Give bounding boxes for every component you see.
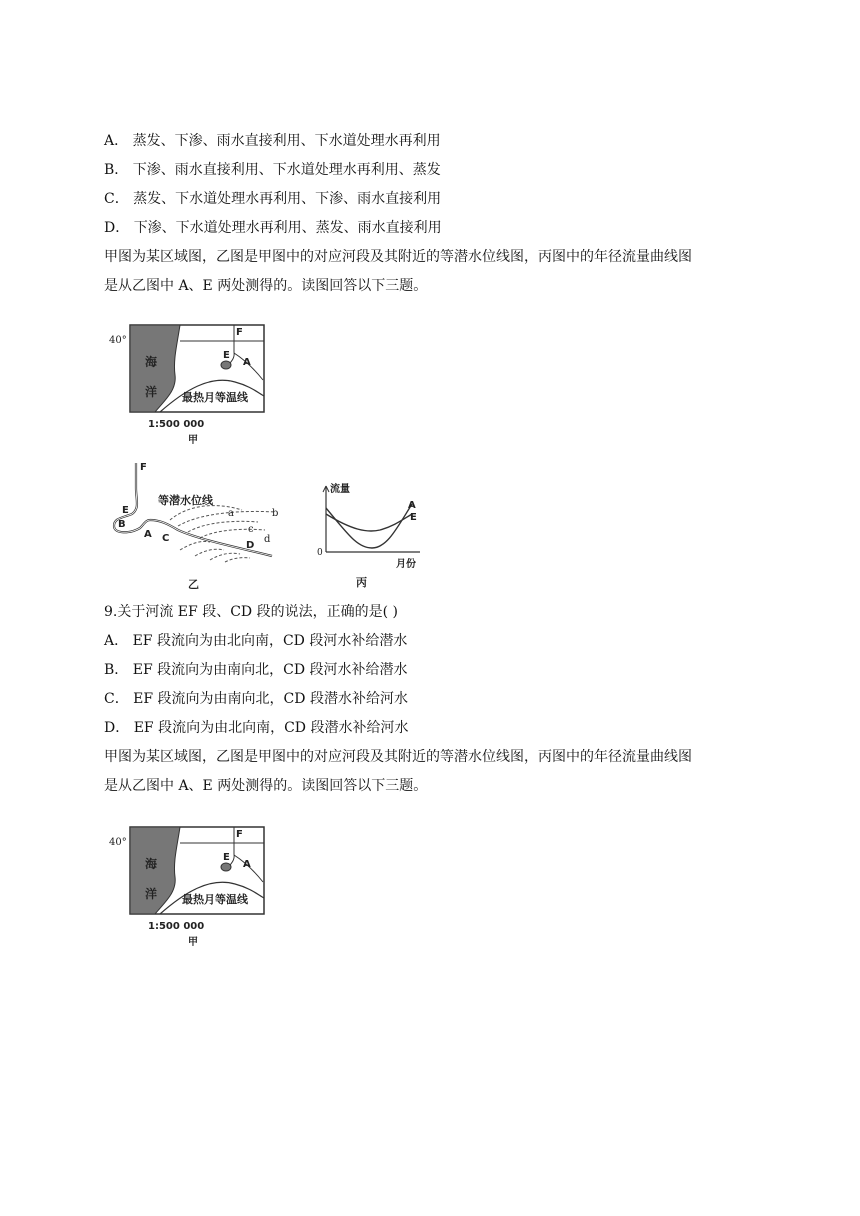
scale-label: 1:500 000	[148, 921, 205, 932]
figure-bing	[312, 478, 427, 593]
series-e-label: E	[410, 512, 417, 523]
q9-option-d	[104, 719, 408, 737]
option-text: EF 段流向为由南向北，CD 段河水补给潜水	[132, 662, 408, 678]
point-a-label: A	[243, 357, 251, 368]
figure-caption: 甲	[188, 435, 198, 445]
isotherm-label: 最热月等温线	[182, 893, 248, 906]
option-letter: D．	[104, 720, 130, 736]
isoline-label-b: b	[272, 508, 279, 519]
point-a-label: A	[144, 529, 152, 540]
origin-label: 0	[317, 548, 323, 558]
q9-option-b	[104, 661, 408, 679]
figure-yi	[100, 458, 290, 593]
option-text: EF 段流向为由南向北，CD 段潜水补给河水	[133, 691, 408, 707]
option-letter: C．	[104, 191, 129, 207]
intro-line-1-repeat: 甲图为某区域图，乙图是甲图中的对应河段及其附近的等潜水位线图，丙图中的年径流量曲线图	[104, 749, 692, 765]
intro-line-1: 甲图为某区域图，乙图是甲图中的对应河段及其附近的等潜水位线图，丙图中的年径流量曲线图	[104, 249, 692, 265]
point-c-label: C	[162, 533, 170, 544]
point-e-label: E	[223, 350, 230, 361]
x-axis-label: 月份	[396, 559, 416, 570]
option-c	[104, 190, 441, 208]
question-9-stem: 9.关于河流 EF 段、CD 段的说法，正确的是( )	[104, 604, 398, 620]
option-text: EF 段流向为由北向南，CD 段河水补给潜水	[132, 633, 408, 649]
point-e-label: E	[223, 852, 230, 863]
point-d-label: D	[246, 540, 255, 551]
latitude-label: 40°	[109, 335, 127, 346]
q9-option-c	[104, 690, 408, 708]
intro-line-2-repeat: 是从乙图中 A、E 两处测得的。读图回答以下三题。	[104, 778, 428, 794]
scale-label: 1:500 000	[148, 419, 205, 430]
figure-jia	[105, 320, 275, 445]
figure-caption: 乙	[188, 578, 199, 591]
point-f-label: F	[236, 829, 243, 840]
option-text: 蒸发、下渗、雨水直接利用、下水道处理水再利用	[132, 133, 441, 149]
latitude-label: 40°	[109, 837, 127, 848]
ocean-label-2: 洋	[145, 385, 158, 399]
y-axis-label: 流量	[330, 484, 350, 495]
option-d	[104, 219, 442, 237]
point-a-label: A	[243, 859, 251, 870]
isoline-title: 等潜水位线	[158, 494, 213, 507]
isotherm-label: 最热月等温线	[182, 391, 248, 404]
option-letter: B．	[104, 162, 129, 178]
figure-caption: 甲	[188, 937, 198, 947]
point-e-label: E	[122, 505, 129, 516]
figure-jia-repeat	[105, 822, 275, 947]
option-letter: D．	[104, 220, 130, 236]
option-text: 下渗、下水道处理水再利用、蒸发、雨水直接利用	[133, 220, 442, 236]
point-f-label: F	[236, 327, 243, 338]
isoline-label-a: a	[228, 508, 234, 519]
option-letter: A．	[104, 633, 129, 649]
ocean-label-1: 海	[145, 857, 158, 871]
point-f-label: F	[140, 462, 147, 473]
option-text: EF 段流向为由北向南，CD 段潜水补给河水	[133, 720, 409, 736]
isoline-label-c: c	[248, 524, 254, 535]
isoline-label-d: d	[264, 534, 271, 545]
option-b	[104, 161, 441, 179]
point-b-label: B	[118, 519, 126, 530]
option-letter: C．	[104, 691, 129, 707]
series-a-label: A	[408, 500, 416, 511]
ocean-label-1: 海	[145, 355, 158, 369]
figure-caption: 丙	[356, 576, 367, 589]
option-letter: B．	[104, 662, 129, 678]
option-letter: A．	[104, 133, 129, 149]
intro-line-2: 是从乙图中 A、E 两处测得的。读图回答以下三题。	[104, 278, 428, 294]
option-a	[104, 132, 441, 150]
option-text: 下渗、雨水直接利用、下水道处理水再利用、蒸发	[132, 162, 441, 178]
option-text: 蒸发、下水道处理水再利用、下渗、雨水直接利用	[133, 191, 442, 207]
q9-option-a	[104, 632, 407, 650]
ocean-label-2: 洋	[145, 887, 158, 901]
